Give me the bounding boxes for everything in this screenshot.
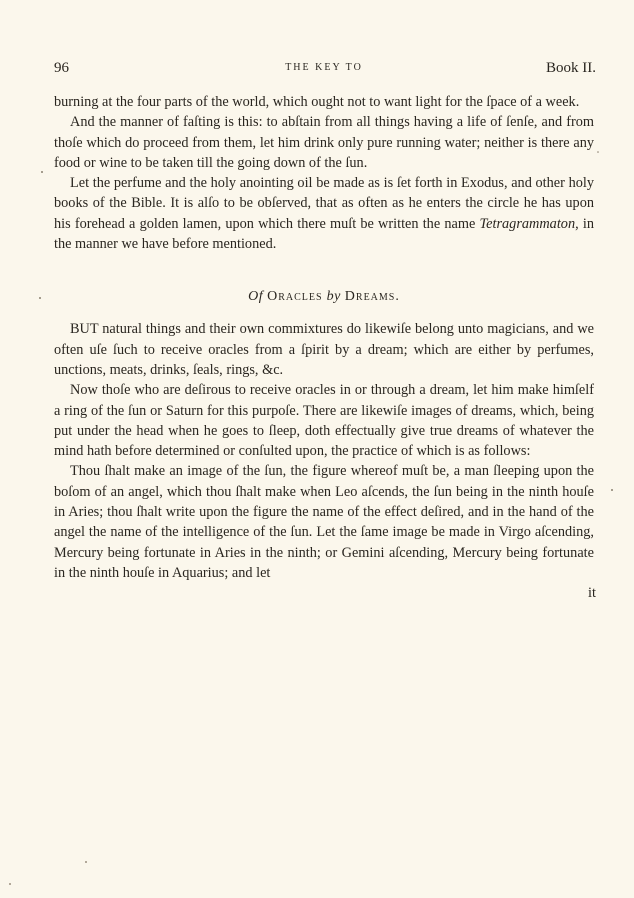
paragraph-fasting: And the manner of faſting is this: to abſtain from all things having a life of ſenſe, and from thoſe which do proceed from them, let him drink only pure running water; neither is there any food or wine to be taken till the going down of the ſun. bbox=[54, 114, 594, 171]
book-page bbox=[54, 60, 594, 604]
paragraph-oracles-dream: Now thoſe who are deſirous to receive oracles in or through a dream, let him make himſelf a ring of the ſun or Saturn for this purpoſe. There are likewiſe images of dreams, which, being put under the head when he goes to ſleep, doth effectually give true dreams of whatever the mind hath before determined or conſulted upon, the practice of which is as follows: bbox=[54, 382, 594, 460]
running-title: THE KEY TO bbox=[285, 62, 363, 73]
page-number: 96 bbox=[54, 60, 69, 76]
section-heading bbox=[54, 289, 594, 305]
running-head bbox=[54, 60, 594, 80]
heading-dreams: Dreams. bbox=[344, 289, 400, 305]
text-block-bottom bbox=[54, 319, 594, 583]
paragraph-perfume-tail: , in the manner we have before mentioned. bbox=[54, 215, 594, 253]
catchword: it bbox=[588, 585, 596, 602]
text-block-top bbox=[54, 92, 594, 254]
book-label: Book II. bbox=[546, 60, 596, 76]
paragraph-natural-things: BUT natural things and their own commixtures do likewiſe belong unto magicians, and we often uſe ſuch to receive oracles from a ſpirit by a dream; which are either by perfumes, unctions, meats, drinks, ſeals, rings, &c. bbox=[54, 321, 594, 378]
paragraph-image-sun: Thou ſhalt make an image of the ſun, the figure whereof muſt be, a man ſleeping upon the boſom of an angel, which thou ſhalt make when Leo aſcends, the ſun being in the ninth houſe in Aries; thou ſhalt write upon the figure the name of the effect deſired, and in the hand of the angel the name of the intelligence of the ſun. Let the ſame image be made in Virgo aſcending, Mercury being fortunate in Aries in the ninth; or Gemini aſcending, Mercury being fortunate in the ninth houſe in Aquarius; and let bbox=[54, 463, 594, 581]
heading-by: by bbox=[326, 289, 341, 305]
heading-oracles: Oracles bbox=[267, 289, 323, 305]
tetragrammaton-word: Tetragrammaton bbox=[479, 215, 576, 232]
paragraph-continuation: burning at the four parts of the world, which ought not to want light for the ſpace of a week. bbox=[54, 94, 580, 110]
heading-of: Of bbox=[248, 289, 264, 305]
paragraph-perfume-text: Let the perfume and the holy anointing oil be made as is ſet forth in Exodus, and other holy books of the Bible. It is alſo to be obſerved, that as often as he enters the circle he has upon his forehead a golden lamen, upon which there muſt be written the name bbox=[54, 175, 594, 232]
paragraph-perfume bbox=[54, 173, 594, 254]
